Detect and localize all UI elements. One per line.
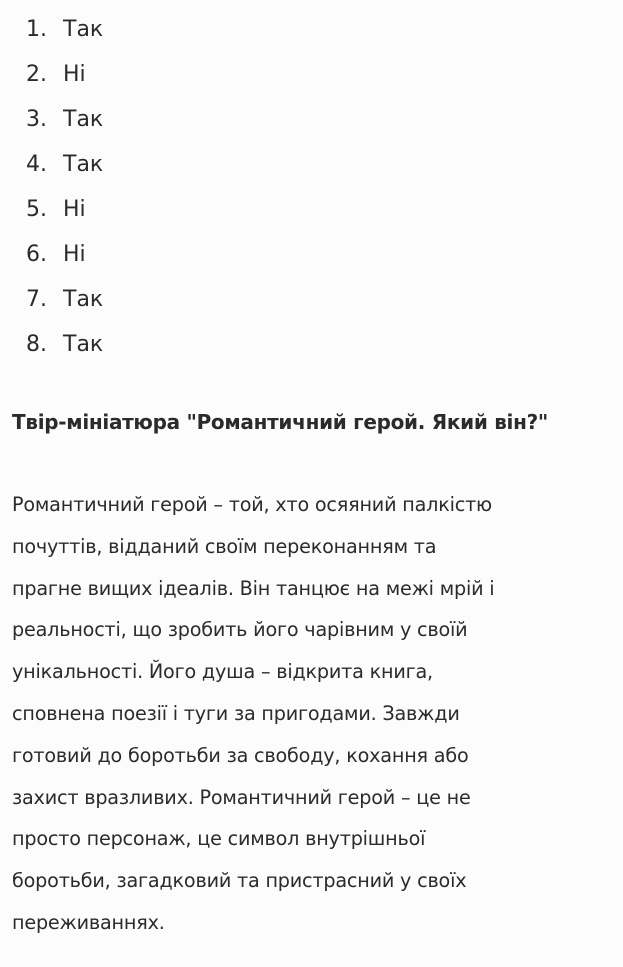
answer-item-1 [26, 12, 103, 57]
answers-list [26, 12, 103, 372]
essay-line: реальності, що зробить його чарівним у своїй [12, 618, 468, 642]
answer-text: Так [63, 107, 104, 132]
answer-number: 4. [26, 152, 47, 177]
answer-number: 1. [26, 17, 47, 42]
essay-title: Твір-мініатюра "Романтичний герой. Який він?" [12, 410, 549, 434]
essay-line: переживаннях. [12, 910, 165, 934]
essay-line: унікальності. Його душа – відкрита книга, [12, 660, 433, 684]
answer-text: Так [63, 287, 104, 312]
answer-item-2 [26, 57, 103, 102]
answer-number: 2. [26, 62, 47, 87]
answer-text: Ні [63, 242, 86, 267]
answer-item-6 [26, 237, 103, 282]
answer-number: 5. [26, 197, 47, 222]
answer-text: Так [63, 332, 104, 357]
essay-line: просто персонаж, це символ внутрішньої [12, 827, 426, 851]
answer-item-3 [26, 102, 103, 147]
answer-number: 8. [26, 332, 47, 357]
essay-line: почуттів, відданий своїм переконанням та [12, 534, 437, 558]
answer-item-7 [26, 282, 103, 327]
answer-text: Так [63, 17, 104, 42]
answer-item-5 [26, 192, 103, 237]
essay-line: боротьби, загадковий та пристрасний у своїх [12, 869, 467, 893]
essay-line: сповнена поезії і туги за пригодами. Завжди [12, 701, 460, 725]
essay-line: Романтичний герой – той, хто осяяний палкістю [12, 493, 493, 516]
answer-item-4 [26, 147, 103, 192]
essay-body [12, 484, 612, 944]
answer-text: Ні [63, 197, 86, 222]
essay-line: прагне вищих ідеалів. Він танцює на межі мрій і [12, 576, 495, 600]
answer-number: 7. [26, 287, 47, 312]
essay-line: захист вразливих. Романтичний герой – це не [12, 785, 471, 809]
answer-text: Так [63, 152, 104, 177]
answer-number: 3. [26, 107, 47, 132]
answer-text: Ні [63, 62, 86, 87]
answer-number: 6. [26, 242, 47, 267]
answer-item-8 [26, 327, 103, 372]
essay-line: готовий до боротьби за свободу, кохання або [12, 743, 469, 767]
